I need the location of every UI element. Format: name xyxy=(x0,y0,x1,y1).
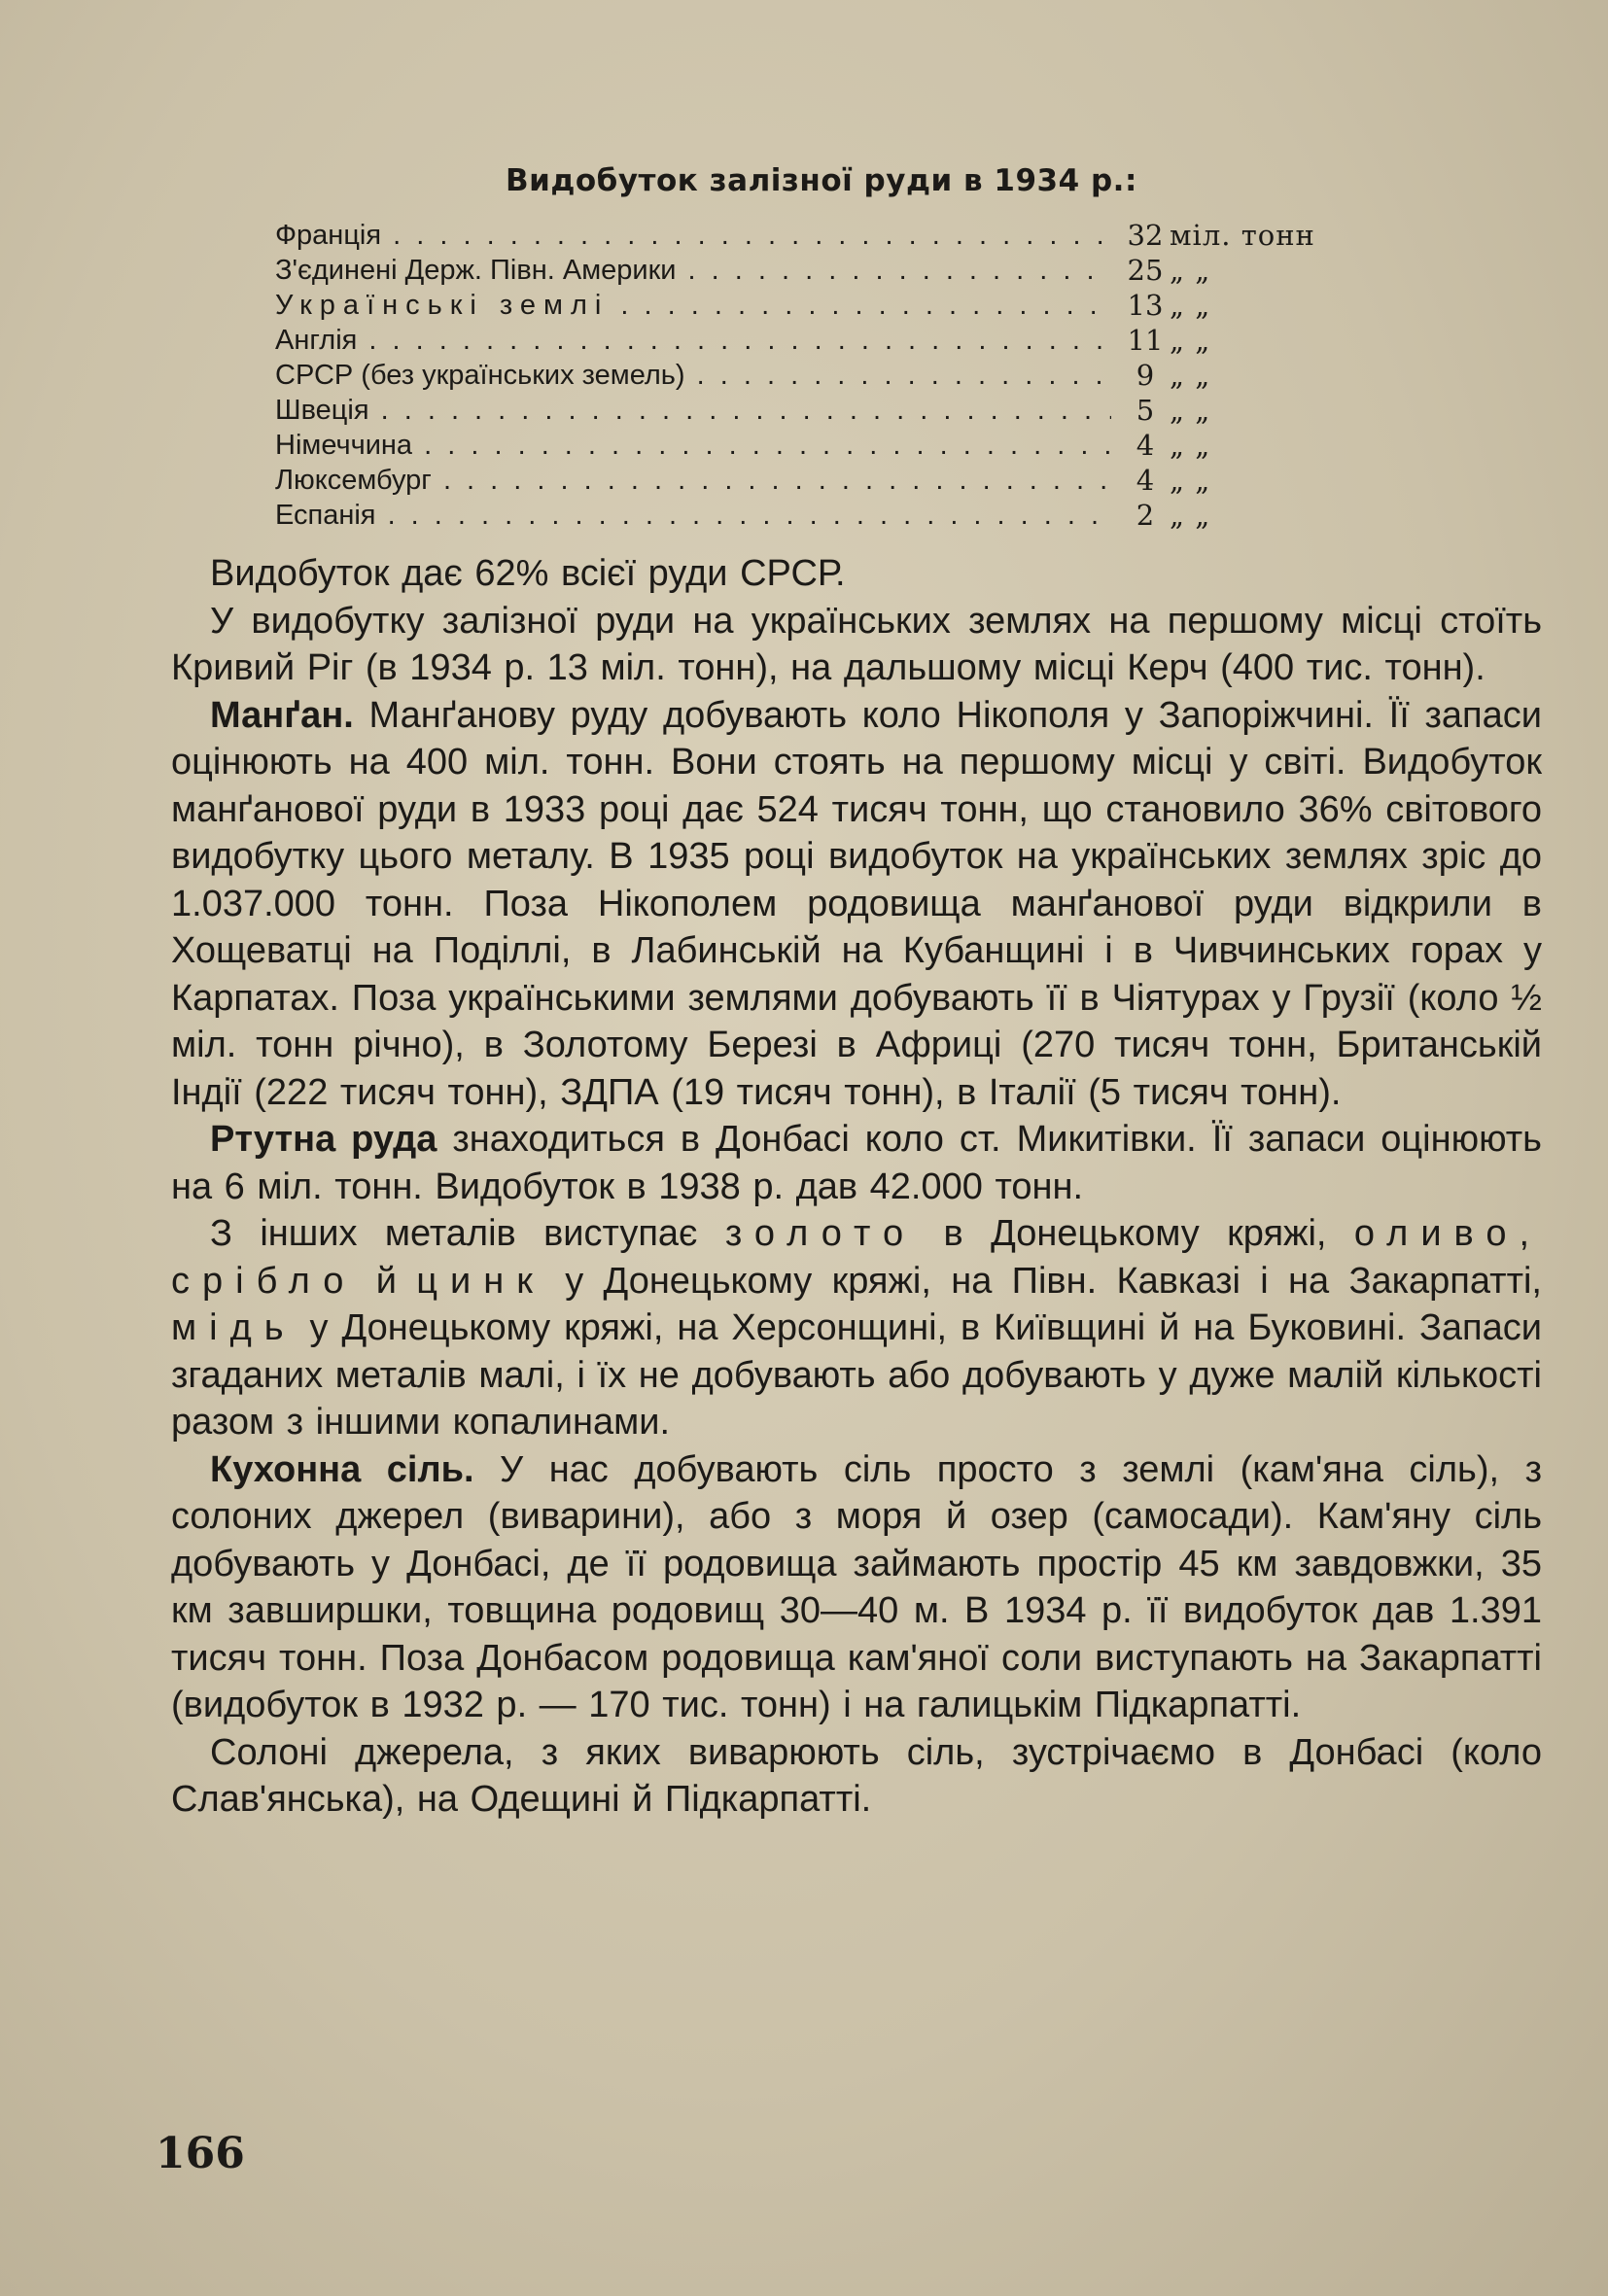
body-text xyxy=(171,550,1542,1824)
country-name: СРСР (без українських земель) . . . xyxy=(275,358,1111,393)
ore-output-value: 4 xyxy=(1136,464,1155,497)
table-row xyxy=(275,463,1345,498)
table-row xyxy=(275,498,1345,533)
spaced-term-zinc: цинк xyxy=(416,1260,545,1302)
spaced-term-lead: оливо, xyxy=(1353,1213,1543,1254)
spaced-term-silver: срібло xyxy=(171,1260,357,1302)
ore-output-unit: міл. тонн xyxy=(1170,219,1315,252)
paragraph-text: Видобуток дає 62% всієї руди СРСР. xyxy=(210,553,846,594)
spaced-term-copper: мідь xyxy=(171,1307,297,1348)
section-heading: Манґан. xyxy=(210,694,354,736)
country-name: Люксембург . . . xyxy=(275,463,1111,498)
ore-output-unit: „ „ xyxy=(1170,289,1211,322)
iron-ore-table xyxy=(275,218,1345,533)
paragraph-kryvyi-rih xyxy=(171,598,1542,692)
ore-output-value: 13 xyxy=(1127,289,1164,322)
paragraph-other-metals xyxy=(171,1210,1542,1446)
country-name: Швеція . . . xyxy=(275,393,1111,428)
table-row xyxy=(275,393,1345,428)
ore-output-unit: „ „ xyxy=(1170,324,1211,357)
section-heading: Кухонна сіль. xyxy=(210,1448,474,1490)
spaced-term-gold: золото xyxy=(724,1213,917,1254)
table-row xyxy=(275,218,1345,253)
paragraph-text: в Донецькому кряжі, xyxy=(943,1213,1327,1254)
table-row xyxy=(275,323,1345,358)
table-row xyxy=(275,253,1345,288)
ore-output-value: 11 xyxy=(1127,324,1164,357)
table-row xyxy=(275,428,1345,463)
paragraph-text: Манґанову руду добувають коло Нікополя у Запоріжчині. Її запаси оцінюють на 400 міл. тонн. Вони стоять на першому місці у світі. Видобуток манґанової руди в 1933 році дає 524 тисяч тонн, що становило 36% світового видобутку цього металу. В 1935 році видобуток на українських землях зріс до 1.037.000 тонн. Поза Нікополем родовища манґанової руди відкрили в Хощеватці на Поділлі, в Лабинській на Кубанщині і в Чивчинських горах у Карпатах. Поза українськими землями добувають її в Чіятурах у Грузії (коло ½ міл. тонн річно), в Золотому Березі в Африці (270 тисяч тонн, Британській Індії (222 тисяч тонн), ЗДПА (19 тисяч тонн), в Італії (5 тисяч тонн). xyxy=(171,694,1542,1113)
country-name: Еспанія . . . xyxy=(275,498,1111,533)
ore-output-unit: „ „ xyxy=(1170,394,1211,427)
country-name: З'єдинені Держ. Півн. Америки . . . xyxy=(275,253,1111,288)
paragraph-text: У нас добувають сіль просто з землі (кам'яна сіль), з солоних джерел (виварини), або з моря й озер (самосади). Кам'яну сіль добувають у Донбасі, де її родовища займають простір 45 км завдовжки, 35 км завширшки, товщина родовищ 30—40 м. В 1934 р. її видобуток дав 1.391 тисяч тонн. Поза Донбасом родовища кам'яної соли виступають на Закарпатті (видобуток в 1932 р. — 170 тис. тонн) і на галицькім Підкарпатті. xyxy=(171,1448,1542,1725)
paragraph-manganese xyxy=(171,692,1542,1117)
country-name: Українські землі . . . xyxy=(275,288,1111,323)
ore-output-value: 4 xyxy=(1136,429,1155,462)
paragraph-text: У видобутку залізної руди на українських землях на першому місці стоїть Кривий Ріг (в 1934 р. 13 міл. тонн), на дальшому місці Керч (400 тис. тонн). xyxy=(171,600,1542,688)
ore-output-value: 25 xyxy=(1127,254,1164,287)
ore-output-unit: „ „ xyxy=(1170,464,1211,497)
paragraph-text: у Донецькому кряжі, на Херсонщині, в Київщині й на Буковині. Запаси згаданих металів малі, і їх не добувають або добувають у дуже малій кількості разом з іншими копалинами. xyxy=(171,1307,1542,1443)
paragraph-springs xyxy=(171,1729,1542,1824)
country-name: Франція . . . xyxy=(275,218,1111,253)
section-heading: Ртутна руда xyxy=(210,1119,437,1160)
ore-output-unit: „ „ xyxy=(1170,499,1211,532)
ore-output-value: 9 xyxy=(1136,359,1155,392)
paragraph-text: у Донецькому кряжі, на Півн. Кавказі і на Закарпатті, xyxy=(565,1260,1542,1302)
ore-output-value: 2 xyxy=(1136,499,1155,532)
ore-output-value: 32 xyxy=(1127,219,1164,252)
country-name: Німеччина . . . xyxy=(275,428,1111,463)
paragraph-mercury xyxy=(171,1116,1542,1210)
paragraph-salt xyxy=(171,1446,1542,1729)
country-name: Англія . . . xyxy=(275,323,1111,358)
table-row xyxy=(275,358,1345,393)
table-title: Видобуток залізної руди в 1934 р.: xyxy=(506,163,1137,198)
ore-output-unit: „ „ xyxy=(1170,359,1211,392)
paragraph-text: Солоні джерела, з яких виварюють сіль, зустрічаємо в Донбасі (коло Слав'янська), на Одещині й Підкарпатті. xyxy=(171,1731,1542,1820)
paragraph-share xyxy=(171,550,1542,598)
ore-output-value: 5 xyxy=(1136,394,1155,427)
ore-output-unit: „ „ xyxy=(1170,254,1211,287)
page-number: 166 xyxy=(156,2129,245,2178)
ore-output-unit: „ „ xyxy=(1170,429,1211,462)
paragraph-text: й xyxy=(375,1260,397,1302)
paragraph-text: знаходиться в Донбасі коло ст. Микитівки. Її запаси оцінюють на 6 міл. тонн. Видобуток в 1938 р. дав 42.000 тонн. xyxy=(171,1119,1542,1207)
paragraph-text: З інших металів виступає xyxy=(210,1213,698,1254)
table-row xyxy=(275,288,1345,323)
